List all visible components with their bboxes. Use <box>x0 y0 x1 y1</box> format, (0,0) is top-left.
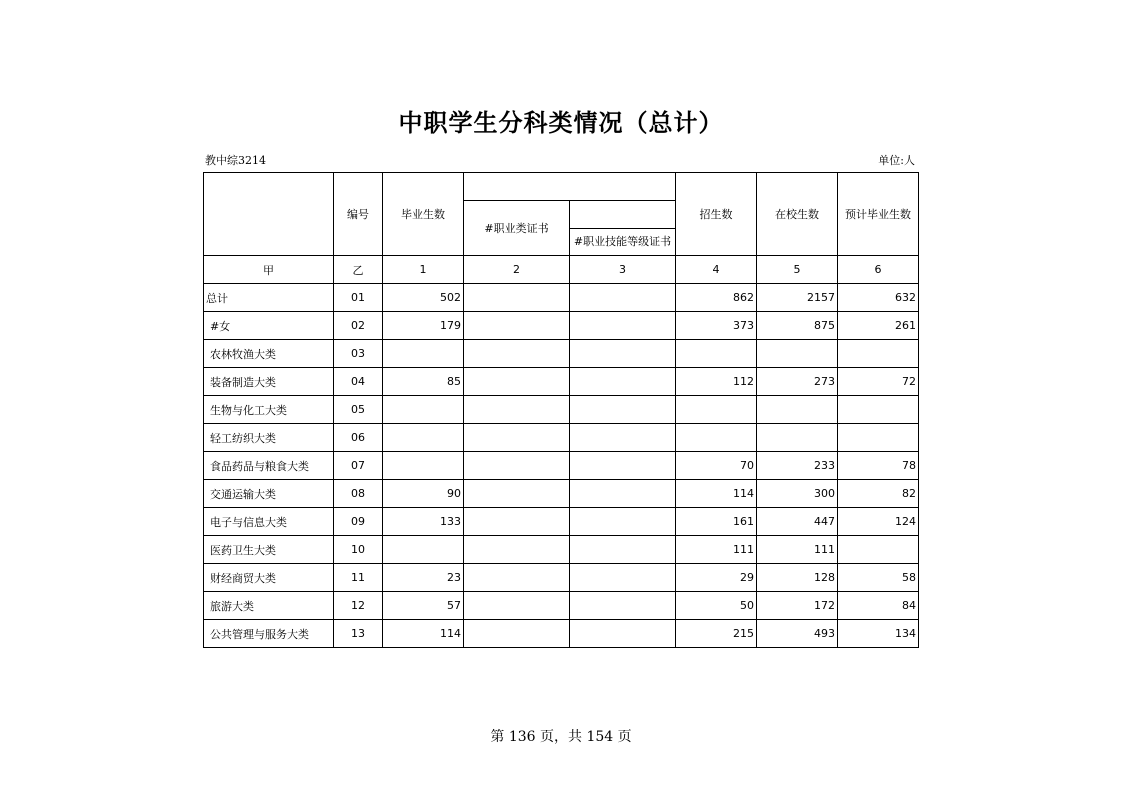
table-row <box>204 480 919 508</box>
table-cell: 215 <box>676 620 757 648</box>
table-cell <box>676 424 757 452</box>
table-cell: 261 <box>838 312 919 340</box>
row-code: 11 <box>334 564 383 592</box>
table-cell: 862 <box>676 284 757 312</box>
page-footer: 第 136 页，共 154 页 <box>490 729 632 745</box>
table-cell: 134 <box>838 620 919 648</box>
table-cell <box>838 340 919 368</box>
table-cell <box>464 480 570 508</box>
col-index-cell: 5 <box>757 256 838 284</box>
table-cell <box>464 396 570 424</box>
table-cell <box>570 284 676 312</box>
row-label: 农林牧渔大类 <box>204 340 334 368</box>
table-cell <box>383 452 464 480</box>
table-cell <box>570 592 676 620</box>
table-cell: 82 <box>838 480 919 508</box>
table-cell: 23 <box>383 564 464 592</box>
header-in-school: 在校生数 <box>757 173 838 256</box>
table-cell <box>464 312 570 340</box>
row-label: 电子与信息大类 <box>204 508 334 536</box>
table-row <box>204 284 919 312</box>
table-cell <box>570 564 676 592</box>
row-code: 02 <box>334 312 383 340</box>
table-row <box>204 396 919 424</box>
row-code: 13 <box>334 620 383 648</box>
table-cell: 78 <box>838 452 919 480</box>
row-code: 01 <box>334 284 383 312</box>
col-index-cell: 4 <box>676 256 757 284</box>
table-cell <box>570 396 676 424</box>
table-cell: 90 <box>383 480 464 508</box>
header-blank-cell <box>204 173 334 256</box>
table-cell: 84 <box>838 592 919 620</box>
table-cell: 133 <box>383 508 464 536</box>
table-cell: 85 <box>383 368 464 396</box>
table-cell <box>464 564 570 592</box>
table-cell: 273 <box>757 368 838 396</box>
header-enrollment: 招生数 <box>676 173 757 256</box>
col-index-cell: 3 <box>570 256 676 284</box>
row-code: 09 <box>334 508 383 536</box>
page-title: 中职学生分科类情况（总计） <box>398 109 724 137</box>
table-cell: 58 <box>838 564 919 592</box>
table-cell: 112 <box>676 368 757 396</box>
row-label: 旅游大类 <box>204 592 334 620</box>
row-label: 轻工纺织大类 <box>204 424 334 452</box>
header-expected-graduates: 预计毕业生数 <box>838 173 919 256</box>
row-label: 交通运输大类 <box>204 480 334 508</box>
table-row <box>204 424 919 452</box>
table-cell <box>464 592 570 620</box>
table-cell <box>757 424 838 452</box>
table-cell: 29 <box>676 564 757 592</box>
row-label: 财经商贸大类 <box>204 564 334 592</box>
col-index-cell: 2 <box>464 256 570 284</box>
table-row <box>204 564 919 592</box>
table-cell <box>570 368 676 396</box>
row-label: 装备制造大类 <box>204 368 334 396</box>
table-cell: 300 <box>757 480 838 508</box>
unit-label: 单位:人 <box>878 154 915 167</box>
table-cell: 502 <box>383 284 464 312</box>
data-table <box>203 172 919 648</box>
table-cell: 72 <box>838 368 919 396</box>
table-cell <box>570 452 676 480</box>
table-cell: 875 <box>757 312 838 340</box>
table-cell: 179 <box>383 312 464 340</box>
column-index-row <box>204 256 919 284</box>
col-index-cell: 1 <box>383 256 464 284</box>
table-cell <box>383 340 464 368</box>
table-row <box>204 508 919 536</box>
table-cell: 124 <box>838 508 919 536</box>
row-code: 10 <box>334 536 383 564</box>
row-code: 06 <box>334 424 383 452</box>
table-cell <box>464 284 570 312</box>
table-cell: 111 <box>676 536 757 564</box>
row-code: 03 <box>334 340 383 368</box>
row-code: 07 <box>334 452 383 480</box>
table-cell <box>676 396 757 424</box>
row-label: #女 <box>204 312 334 340</box>
table-cell <box>757 340 838 368</box>
table-cell <box>838 396 919 424</box>
table-cell <box>464 452 570 480</box>
row-label: 生物与化工大类 <box>204 396 334 424</box>
table-row <box>204 312 919 340</box>
table-cell <box>464 340 570 368</box>
header-number: 编号 <box>334 173 383 256</box>
table-cell: 50 <box>676 592 757 620</box>
table-cell: 493 <box>757 620 838 648</box>
table-cell <box>570 508 676 536</box>
row-code: 04 <box>334 368 383 396</box>
row-code: 12 <box>334 592 383 620</box>
table-cell <box>464 424 570 452</box>
table-row <box>204 592 919 620</box>
table-cell <box>676 340 757 368</box>
table-cell <box>570 480 676 508</box>
table-row <box>204 620 919 648</box>
table-cell <box>383 396 464 424</box>
table-cell <box>383 424 464 452</box>
row-label: 总计 <box>204 284 334 312</box>
table-cell: 172 <box>757 592 838 620</box>
table-cell: 57 <box>383 592 464 620</box>
table-cell <box>383 536 464 564</box>
table-cell: 2157 <box>757 284 838 312</box>
table-row <box>204 452 919 480</box>
table-cell <box>464 620 570 648</box>
table-cell: 128 <box>757 564 838 592</box>
table-row <box>204 536 919 564</box>
table-cell <box>838 424 919 452</box>
row-code: 08 <box>334 480 383 508</box>
header-vocational-cert: #职业类证书 <box>464 201 570 256</box>
table-cell: 70 <box>676 452 757 480</box>
header-skill-cert-spacer <box>570 201 676 229</box>
row-label: 食品药品与粮食大类 <box>204 452 334 480</box>
table-cell <box>570 536 676 564</box>
col-index-cell: 6 <box>838 256 919 284</box>
table-cell <box>570 340 676 368</box>
table-cell: 114 <box>676 480 757 508</box>
col-index-cell: 乙 <box>334 256 383 284</box>
header-cert-group <box>464 173 676 201</box>
form-code: 教中综3214 <box>205 154 266 167</box>
table-cell <box>838 536 919 564</box>
table-row <box>204 368 919 396</box>
table-cell: 632 <box>838 284 919 312</box>
table-row <box>204 340 919 368</box>
table-cell <box>464 508 570 536</box>
row-code: 05 <box>334 396 383 424</box>
table-cell <box>757 396 838 424</box>
table-cell <box>570 424 676 452</box>
table-cell <box>464 368 570 396</box>
col-index-cell: 甲 <box>204 256 334 284</box>
header-skill-cert: #职业技能等级证书 <box>570 229 676 256</box>
table-cell: 373 <box>676 312 757 340</box>
header-graduates: 毕业生数 <box>383 173 464 256</box>
table-cell: 447 <box>757 508 838 536</box>
table-cell: 111 <box>757 536 838 564</box>
table-cell <box>464 536 570 564</box>
table-cell: 114 <box>383 620 464 648</box>
table-cell: 161 <box>676 508 757 536</box>
row-label: 医药卫生大类 <box>204 536 334 564</box>
row-label: 公共管理与服务大类 <box>204 620 334 648</box>
table-cell <box>570 620 676 648</box>
table-cell: 233 <box>757 452 838 480</box>
table-cell <box>570 312 676 340</box>
